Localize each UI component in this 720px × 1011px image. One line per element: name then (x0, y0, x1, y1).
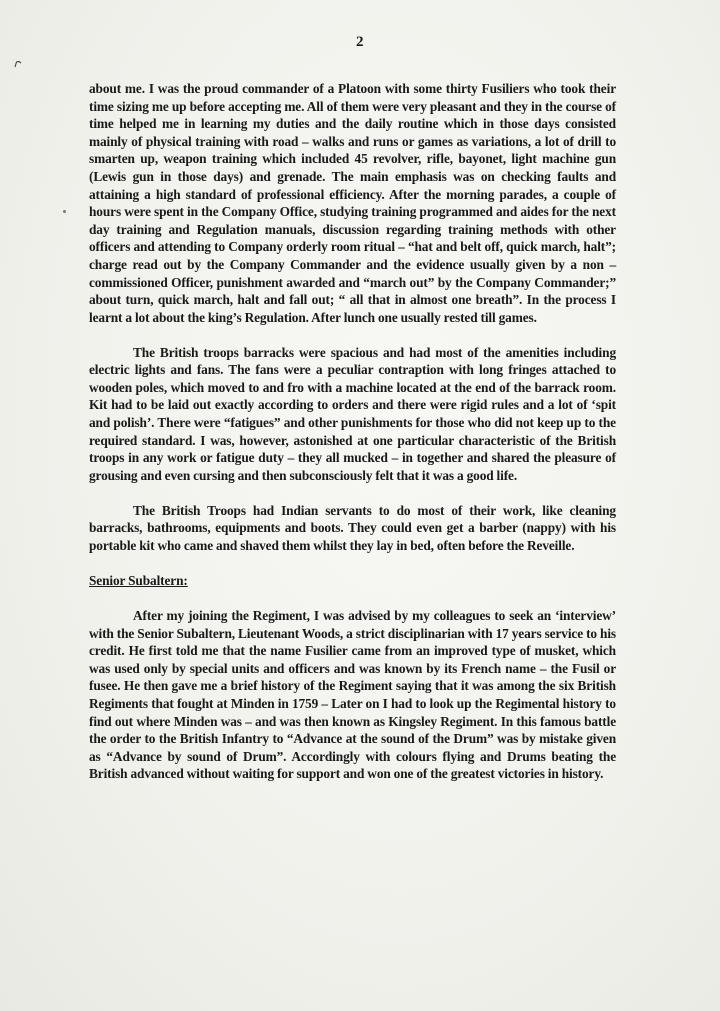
pen-mark-icon (14, 60, 22, 68)
paragraph-platoon: about me. I was the proud commander of a Platoon with some thirty Fusiliers who took their time sizing me up before accepting me. All of them were very pleasant and they in the course of time helped me in learning my duties and the daily routine which in those days consisted mainly of physical training with road – walks and runs or games as variations, a lot of drill to smarten up, weapon training which included 45 revolver, rifle, bayonet, light machine gun (Lewis gun in those days) and grenade. The main emphasis was on checking faults and attaining a high standard of professional efficiency. After the morning parades, a couple of hours were spent in the Company Office, studying training programmed and aides for the next day training and Regulation manuals, discussion regarding training methods with other officers and attending to Company orderly room ritual – “hat and belt off, quick march, halt”; charge read out by the Company Commander and the evidence usually given by a non – commissioned Officer, punishment awarded and “march out” by the Company Commander;” about turn, quick march, halt and fall out; “ all that in almost one breath”. In the process I learnt a lot about the king’s Regulation. After lunch one usually rested till games. (89, 81, 616, 325)
paragraph-barracks: The British troops barracks were spacious and had most of the amenities including electric lights and fans. The fans were a peculiar contraption with long fringes attached to wooden poles, which moved to and fro with a machine located at the end of the barrack room. Kit had to be laid out exactly according to orders and there were rigid rules and a lot of ‘spit and polish’. There were “fatigues” and other punishments for those who did not keep up to the required standard. I was, however, astonished at one particular characteristic of the British troops in any work or fatigue duty – they all mucked – in together and shared the pleasure of grousing and even cursing and then subconsciously felt that it was a good life. (89, 344, 616, 483)
section-heading: Senior Subaltern: (89, 573, 188, 589)
margin-dot (63, 210, 66, 213)
document-body (89, 80, 616, 800)
paragraph-servants: The British Troops had Indian servants to do most of their work, like cleaning barracks, bathrooms, equipments and boots. They could even get a barber (nappy) with his portable kit who came and shaved them whilst they lay in bed, often before the Reveille. (89, 502, 616, 554)
paragraph-senior-subaltern: After my joining the Regiment, I was advised by my colleagues to seek an ‘interview’ with the Senior Subaltern, Lieutenant Woods, a strict disciplinarian with 17 years service to his credit. He first told me that the name Fusilier came from an improved type of musket, which was used only by special units and officers and was known by its French name – the Fusil or fusee. He then gave me a brief history of the Regiment saying that it was among the six British Regiments that fought at Minden in 1759 – Later on I had to look up the Regimental history to find out where Minden was – and was then known as Kingsley Regiment. In this famous battle the order to the British Infantry to “Advance at the sound of the Drum” was by mistake given as “Advance by sound of Drum”. Accordingly with colours flying and Drums beating the British advanced without waiting for support and won one of the greatest victories in history. (89, 608, 616, 782)
page-number: 2 (356, 34, 364, 50)
